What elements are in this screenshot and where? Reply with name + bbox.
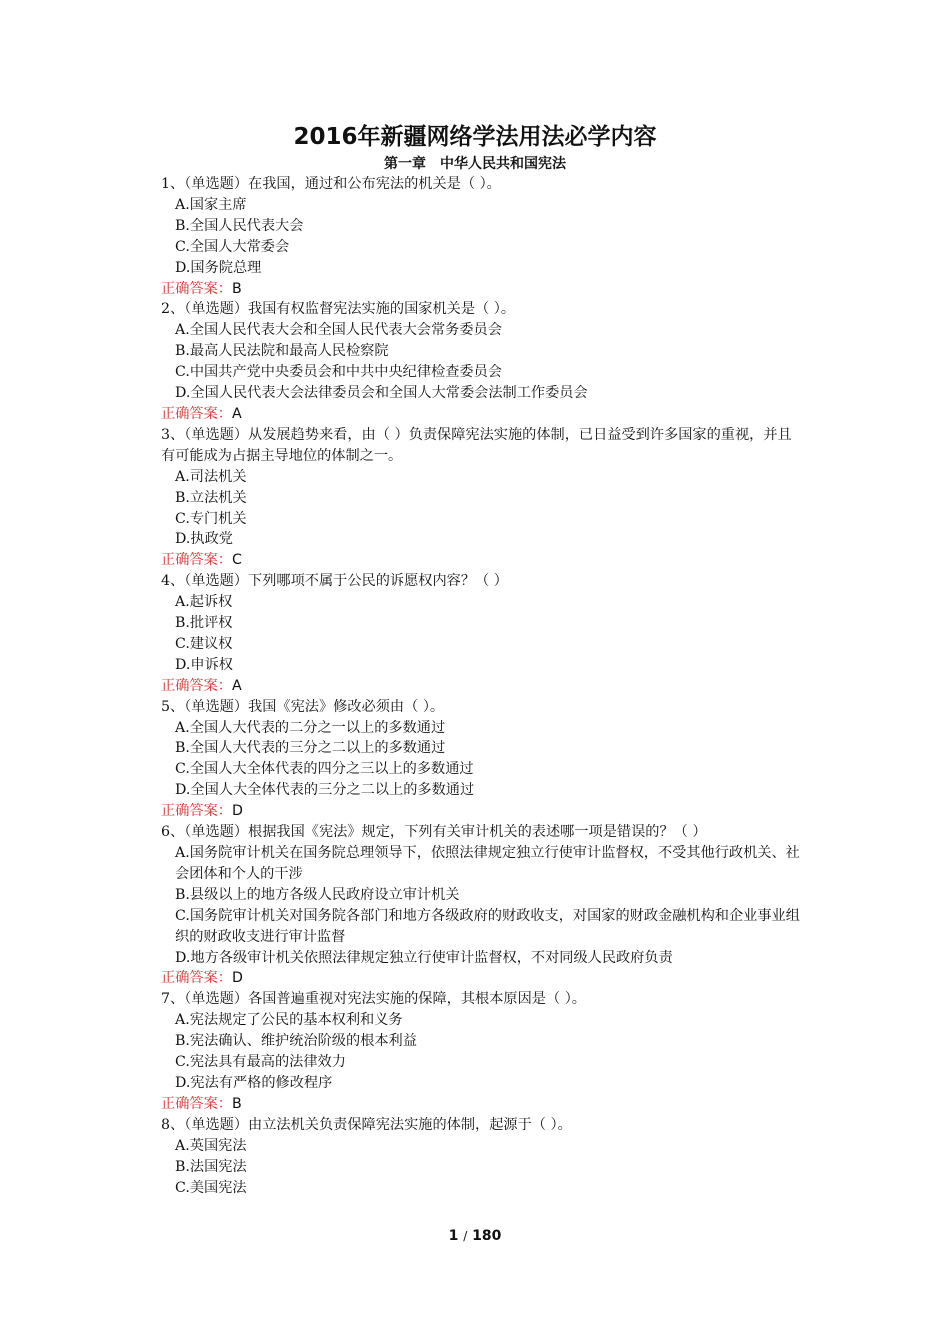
correct-answer-value: D [231,803,243,820]
answer-option: A.司法机关 [175,468,247,485]
correct-answer-label: 正确答案： [161,1095,232,1112]
question-text: 3、（单选题）从发展趋势来看，由（ ）负责保障宪法实施的体制，已日益受到许多国家的重视，并且有可能成为占据主导地位的体制之一。 [161,426,792,464]
answer-option: C.国务院审计机关对国务院各部门和地方各级政府的财政收支，对国家的财政金融机构和企业事业组织的财政收支进行审计监督 [175,907,800,945]
correct-answer [143,404,803,425]
answer-option: C.美国宪法 [175,1179,247,1196]
answer-option: C.建议权 [175,635,233,652]
answer-option: C.全国人大常委会 [175,238,290,255]
correct-answer [143,1094,803,1115]
answer-option: D.全国人大全体代表的三分之二以上的多数通过 [175,782,475,799]
page-total: 180 [472,1228,502,1244]
answer-option: A.全国人大代表的二分之一以上的多数通过 [175,719,446,736]
answer-option: A.起诉权 [175,594,233,611]
answer-option: D.申诉权 [175,656,233,673]
answer-option: D.全国人民代表大会法律委员会和全国人大常委会法制工作委员会 [175,385,588,402]
answer-option: C.专门机关 [175,510,247,527]
question-text: 4、（单选题）下列哪项不属于公民的诉愿权内容？（ ） [161,573,508,590]
correct-answer-value: C [231,552,242,569]
answer-option: D.执政党 [175,531,233,548]
answer-option: B.全国人大代表的三分之二以上的多数通过 [175,740,446,757]
page-number: 1 [448,1228,459,1244]
answer-option: B.县级以上的地方各级人民政府设立审计机关 [175,886,460,903]
page-footer [0,1226,950,1246]
answer-option: A.国务院审计机关在国务院总理领导下，依照法律规定独立行使审计监督权，不受其他行政机关、社会团体和个人的干涉 [175,845,800,882]
question-text: 8、（单选题）由立法机关负责保障宪法实施的体制，起源于（ ）。 [161,1116,572,1133]
correct-answer [143,550,803,571]
question-text: 1、（单选题）在我国，通过和公布宪法的机关是（ ）。 [161,176,501,192]
answer-option: B.法国宪法 [175,1158,247,1175]
correct-answer [143,279,803,300]
question-text: 7、（单选题）各国普遍重视对宪法实施的保障，其根本原因是（ ）。 [161,991,586,1008]
question-text: 6、（单选题）根据我国《宪法》规定，下列有关审计机关的表述哪一项是错误的？（ ） [161,824,707,841]
correct-answer-label: 正确答案： [161,970,232,987]
correct-answer [143,801,803,822]
correct-answer-value: D [231,970,243,987]
question-text: 2、（单选题）我国有权监督宪法实施的国家机关是（ ）。 [161,301,516,318]
answer-option: D.宪法有严格的修改程序 [175,1074,333,1091]
answer-option: C.中国共产党中央委员会和中共中央纪律检查委员会 [175,364,502,381]
correct-answer-label: 正确答案： [161,677,232,694]
answer-option: B.全国人民代表大会 [175,217,304,234]
question-list [143,174,803,1198]
correct-answer-label: 正确答案： [161,552,232,569]
correct-answer-label: 正确答案： [161,405,232,422]
answer-option: D.国务院总理 [175,259,262,276]
correct-answer-value: B [231,1095,242,1112]
answer-option: A.国家主席 [175,196,247,213]
correct-answer-label: 正确答案： [161,803,232,820]
document-title: 2016年新疆网络学法用法必学内容 [293,124,657,150]
chapter-heading: 第一章 中华人民共和国宪法 [384,156,566,172]
answer-option: A.英国宪法 [175,1137,247,1154]
correct-answer-value: A [231,677,242,694]
answer-option: A.全国人民代表大会和全国人民代表大会常务委员会 [175,322,502,339]
page-separator: / [463,1229,468,1243]
correct-answer-value: B [231,280,242,297]
answer-option: C.宪法具有最高的法律效力 [175,1054,346,1071]
answer-option: B.宪法确认、维护统治阶级的根本利益 [175,1033,417,1050]
answer-option: B.立法机关 [175,489,247,506]
answer-option: B.批评权 [175,615,233,632]
answer-option: D.地方各级审计机关依照法律规定独立行使审计监督权，不对同级人民政府负责 [175,949,673,966]
answer-option: B.最高人民法院和最高人民检察院 [175,343,389,360]
answer-option: A.宪法规定了公民的基本权利和义务 [175,1012,403,1029]
correct-answer [143,676,803,697]
correct-answer-value: A [231,405,242,422]
answer-option: C.全国人大全体代表的四分之三以上的多数通过 [175,761,474,778]
question-text: 5、（单选题）我国《宪法》修改必须由（ ）。 [161,698,445,715]
correct-answer [143,968,803,989]
correct-answer-label: 正确答案： [161,280,232,297]
